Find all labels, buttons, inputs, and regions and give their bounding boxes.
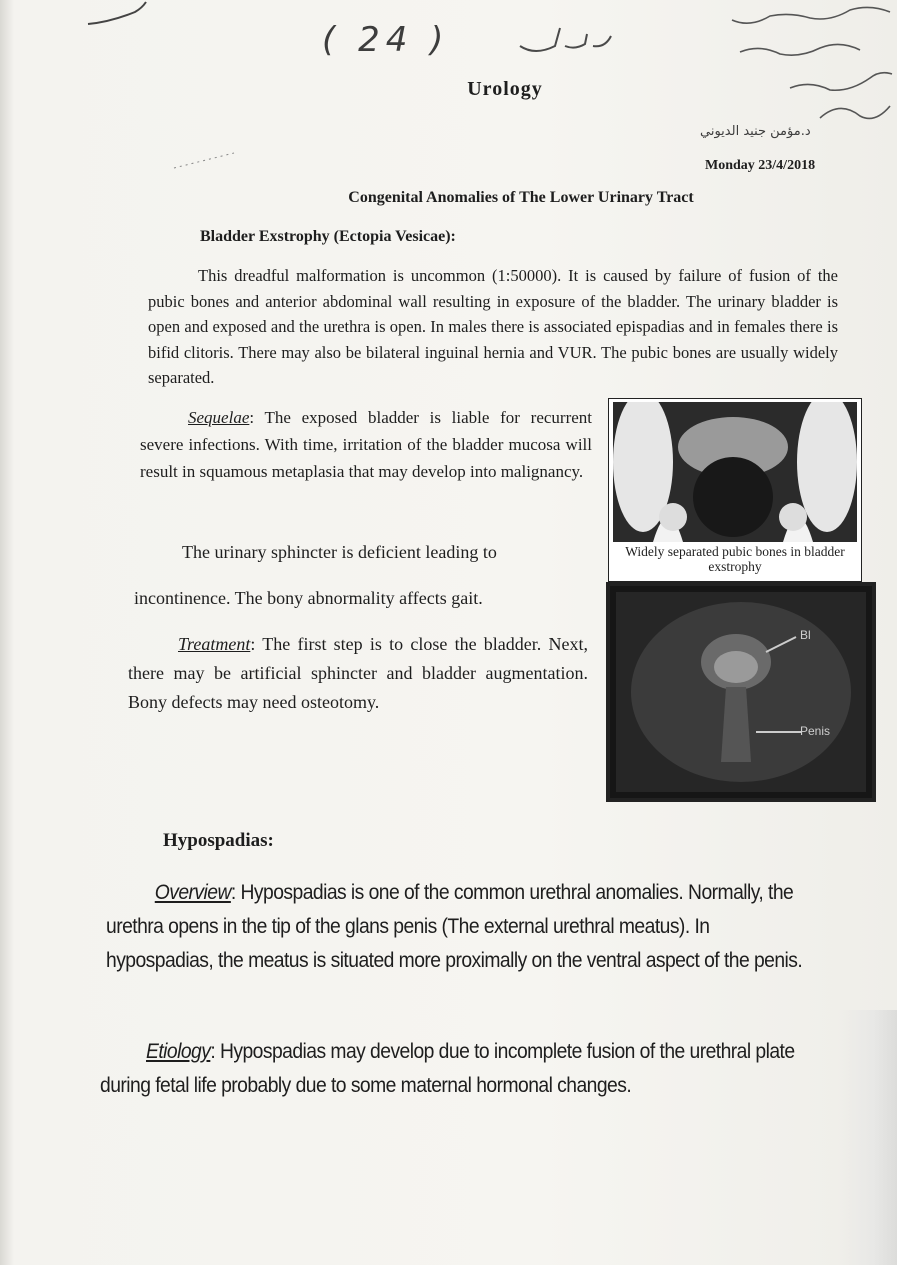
pencil-dots — [170, 148, 240, 173]
etiology-label: Etiology — [146, 1040, 211, 1063]
treatment-paragraph — [128, 630, 588, 717]
sphincter-line-2: incontinence. The bony abnormality affects gait. — [134, 588, 483, 608]
sequelae-paragraph — [140, 404, 592, 485]
page-number-handwritten: ( 24 ) — [322, 20, 450, 60]
treatment-label: Treatment — [178, 634, 251, 654]
overview-label: Overview — [154, 881, 231, 904]
lecture-date: Monday 23/4/2018 — [705, 158, 816, 173]
xray-figure — [608, 398, 862, 582]
hypospadias-heading: Hypospadias: — [163, 830, 274, 851]
bladder-exstrophy-intro: This dreadful malformation is uncommon (1:50000). It is caused by failure of fusion of the pubic bones and anterior abdominal wall resulting in exposure of the bladder. The urinary bladder is open and exposed and the urethra is open. In males there is associated epispadias and in females there is bifid clitoris. There may also be bilateral inguinal hernia and VUR. The pubic bones are usually widely separated. — [148, 266, 838, 387]
overview-paragraph — [106, 876, 803, 978]
photo-label-penis: Penis — [800, 724, 831, 738]
sequelae-label: Sequelae — [188, 408, 250, 427]
treatment-text: : The first step is to close the bladder. Next, there may be artificial sphincter and bladder augmentation. Bony defects may need osteotomy. — [128, 634, 588, 712]
pelvis-xray-image — [613, 402, 857, 542]
sequelae-text: : The exposed bladder is liable for recurrent severe infections. With time, irritation of the bladder mucosa will result in squamous metaplasia that may develop into malignancy. — [140, 408, 592, 481]
handwritten-mark — [80, 0, 150, 30]
bladder-exstrophy-heading: Bladder Exstrophy (Ectopia Vesicae): — [200, 228, 456, 245]
clinical-photo-figure — [606, 582, 876, 802]
overview-text: : Hypospadias is one of the common urethral anomalies. Normally, the urethra opens in the tip of the glans penis (The external urethral meatus). In hypospadias, the meatus is situated more proximally on the ventral aspect of the penis. — [106, 881, 803, 972]
xray-caption: Widely separated pubic bones in bladder exstrophy — [625, 544, 845, 574]
page-title: Urology — [467, 78, 543, 100]
etiology-paragraph — [100, 1035, 836, 1103]
photo-label-bladder: Bl — [800, 628, 811, 642]
section-title: Congenital Anomalies of The Lower Urinary Tract — [348, 189, 694, 206]
handwritten-arabic-note — [515, 16, 615, 61]
handwritten-arabic-margin — [720, 0, 897, 135]
scan-edge-shadow — [837, 1010, 897, 1265]
author-name: د.مؤمن جنيد الديوني — [700, 124, 811, 139]
bladder-exstrophy-photo — [616, 592, 866, 792]
sphincter-line-1: The urinary sphincter is deficient leading to — [182, 542, 497, 562]
etiology-text: : Hypospadias may develop due to incomplete fusion of the urethral plate during fetal life probably due to some maternal hormonal changes. — [100, 1040, 795, 1097]
